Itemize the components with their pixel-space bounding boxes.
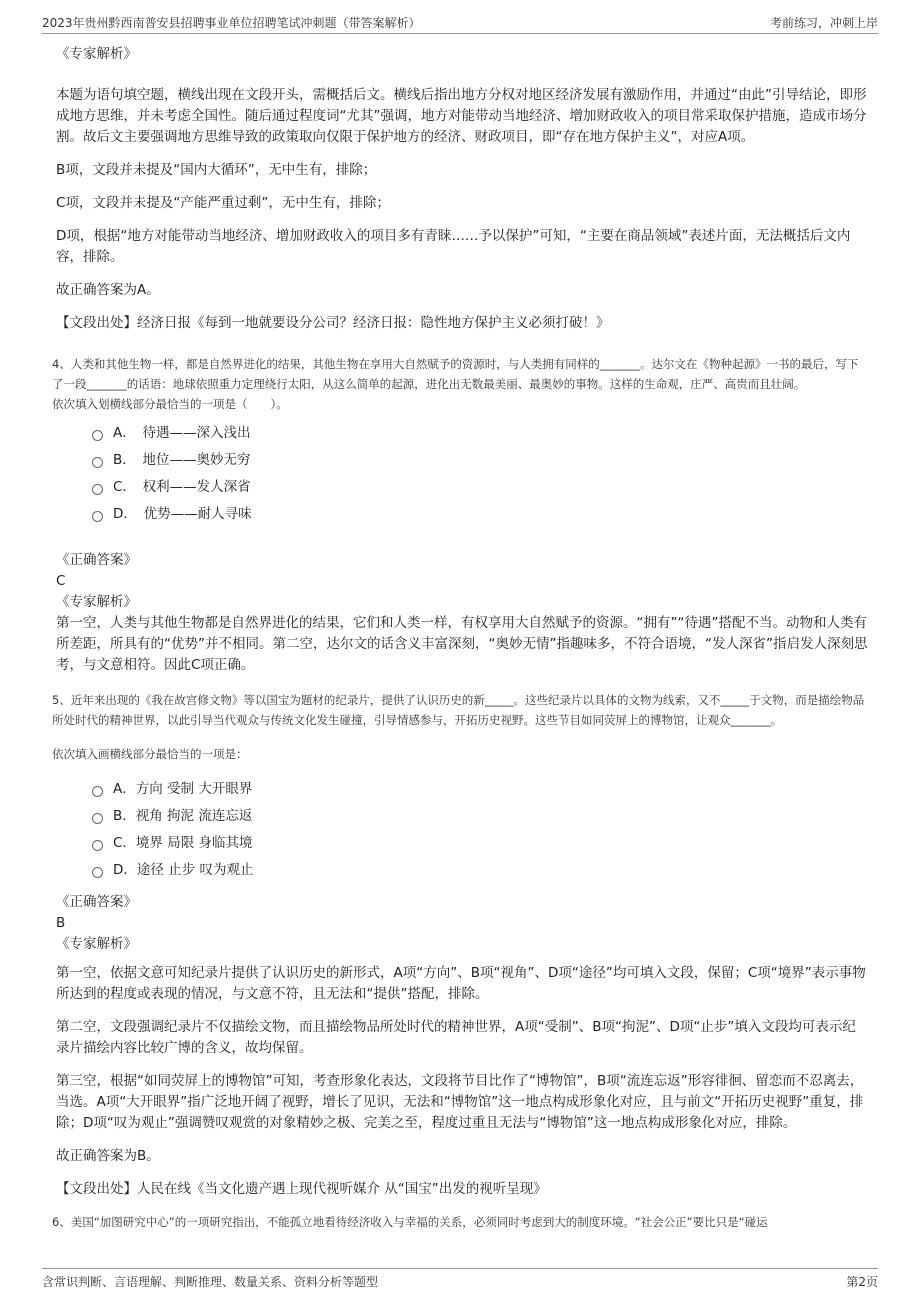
q3-conclusion: 故正确答案为A。 bbox=[56, 282, 160, 298]
q4-answer: C bbox=[56, 573, 66, 589]
q5-answer: B bbox=[56, 915, 66, 931]
q3-source: 【文段出处】经济日报《每到一地就要设分公司？经济日报：隐性地方保护主义必须打破！》 bbox=[56, 315, 610, 331]
q5-options bbox=[92, 776, 868, 884]
q3-analysis-paragraph: 本题为语句填空题，横线出现在文段开头，需概括后文。横线后指出地方分权对地区经济发展有激励作用，并通过“由此”引导结论，即形成地方思维，并未考虑全国性。随后通过程度词“尤其”强调，地方对能带动当地经济、增加财政收入的项目常采取保护措施，造成市场分割。故后文主要强调地方思维导致的政策取向仅限于保护地方的经济、财政项目，即“存在地方保护主义”，对应A项。 bbox=[56, 87, 867, 145]
q6-stem: 6、美国“加图研究中心”的一项研究指出，不能孤立地看待经济收入与幸福的关系，必须同时考虑到大的制度环境。“社会公正”要比只是“碰运 bbox=[52, 1215, 768, 1229]
q5-option-d[interactable]: D．途径 止步 叹为观止 bbox=[92, 857, 868, 884]
header-slogan: 考前练习，冲刺上岸 bbox=[769, 16, 878, 30]
radio-icon[interactable] bbox=[92, 511, 103, 522]
radio-icon[interactable] bbox=[92, 867, 103, 878]
page-number: 第2页 bbox=[846, 1275, 878, 1289]
q5-option-a[interactable]: A．方向 受制 大开眼界 bbox=[92, 776, 868, 803]
q4-stem: 4、人类和其他生物一样，都是自然界进化的结果，其他生物在享用大自然赋予的资源时，与人类拥有同样的_______。达尔文在《物种起源》一书的最后，写下了一段_______的话语：地球依照重力定理绕行太阳，从这么简单的起源，进化出无数最美丽、最奥妙的事物。这样的生命观，庄严、高贵而且壮阔。 bbox=[52, 357, 859, 391]
document-title: 2023年贵州黔西南普安县招聘事业单位招聘笔试冲刺题（带答案解析） bbox=[42, 16, 421, 30]
q4-answer-label: 《正确答案》 bbox=[56, 552, 137, 568]
q4-instruction: 依次填入划横线部分最恰当的一项是（ ）。 bbox=[52, 397, 288, 411]
q5-instruction: 依次填入画横线部分最恰当的一项是： bbox=[52, 747, 248, 761]
radio-icon[interactable] bbox=[92, 786, 103, 797]
radio-icon[interactable] bbox=[92, 840, 103, 851]
page-header bbox=[42, 12, 878, 34]
q4-analysis: 第一空，人类与其他生物都是自然界进化的结果，它们和人类一样，有权享用大自然赋予的资源。“拥有”“待遇”搭配不当。动物和人类有所差距，所具有的“优势”并不相同。第二空，达尔文的话含义丰富深刻，“奥妙无情”指趣味多，不符合语境，“发人深省”指启发人深刻思考，与文意相符。因此C项正确。 bbox=[56, 615, 868, 673]
q3-analysis-label: 《专家解析》 bbox=[56, 46, 137, 62]
q5-analysis-label: 《专家解析》 bbox=[56, 936, 137, 952]
q5-option-b[interactable]: B．视角 拘泥 流连忘返 bbox=[92, 803, 868, 830]
q4-option-c[interactable]: C． 权利——发人深省 bbox=[92, 474, 868, 501]
radio-icon[interactable] bbox=[92, 484, 103, 495]
q5-analysis-paragraph-3: 第三空，根据“如同荧屏上的博物馆”可知，考查形象化表达，文段将节目比作了“博物馆”，B项“流连忘返”形容徘徊、留恋而不忍离去，当选。A项“大开眼界”指广泛地开阔了视野，增长了见识，无法和“博物馆”这一地点构成形象化对应，且与前文“开拓历史视野”重复，排除；D项“叹为观止”强调赞叹观赏的对象精妙之极、完美之至，程度过重且无法与“博物馆”这一地点构成形象化对应，排除。 bbox=[56, 1073, 864, 1131]
q5-conclusion: 故正确答案为B。 bbox=[56, 1148, 160, 1164]
radio-icon[interactable] bbox=[92, 457, 103, 468]
q4-options bbox=[92, 420, 868, 528]
q5-stem: 5、近年来出现的《我在故宫修文物》等以国宝为题材的纪录片，提供了认识历史的新_____。这些纪录片以具体的文物为线索，又不_____于文物，而是描绘物品所处时代的精神世界，以此引导当代观众与传统文化发生碰撞，引导情感参与，开拓历史视野。这些节目如同荧屏上的博物馆，让观众_______。 bbox=[52, 693, 865, 727]
document-body bbox=[52, 44, 868, 1232]
radio-icon[interactable] bbox=[92, 813, 103, 824]
radio-icon[interactable] bbox=[92, 430, 103, 441]
q4-option-a[interactable]: A． 待遇——深入浅出 bbox=[92, 420, 868, 447]
q4-analysis-label: 《专家解析》 bbox=[56, 594, 137, 610]
q5-source: 【文段出处】人民在线《当文化遗产遇上现代视听媒介 从“国宝”出发的视听呈现》 bbox=[56, 1181, 547, 1197]
q3-analysis-option-d: D项，根据“地方对能带动当地经济、增加财政收入的项目多有青睐……予以保护”可知，“主要在商品领域”表述片面，无法概括后文内容，排除。 bbox=[56, 228, 851, 265]
q5-analysis-paragraph-2: 第二空，文段强调纪录片不仅描绘文物，而且描绘物品所处时代的精神世界，A项“受制”、B项“拘泥”、D项“止步”填入文段均可表示纪录片描绘内容比较广博的含义，故均保留。 bbox=[56, 1019, 856, 1056]
page-footer bbox=[42, 1268, 878, 1290]
q4-option-d[interactable]: D． 优势——耐人寻味 bbox=[92, 501, 868, 528]
q5-analysis-paragraph-1: 第一空，依据文意可知纪录片提供了认识历史的新形式，A项“方向”、B项“视角”、D项“途径”均可填入文段，保留；C项“境界”表示事物所达到的程度或表现的情况，与文意不符，且无法和“提供”搭配，排除。 bbox=[56, 965, 866, 1002]
q5-answer-label: 《正确答案》 bbox=[56, 894, 137, 910]
footer-categories: 含常识判断、言语理解、判断推理、数量关系、资料分析等题型 bbox=[42, 1275, 379, 1289]
q5-option-c[interactable]: C．境界 局限 身临其境 bbox=[92, 830, 868, 857]
q3-analysis-option-c: C项，文段并未提及“产能严重过剩”，无中生有，排除； bbox=[56, 195, 390, 211]
q3-analysis-option-b: B项，文段并未提及“国内大循环”，无中生有，排除； bbox=[56, 162, 377, 178]
q4-option-b[interactable]: B． 地位——奥妙无穷 bbox=[92, 447, 868, 474]
